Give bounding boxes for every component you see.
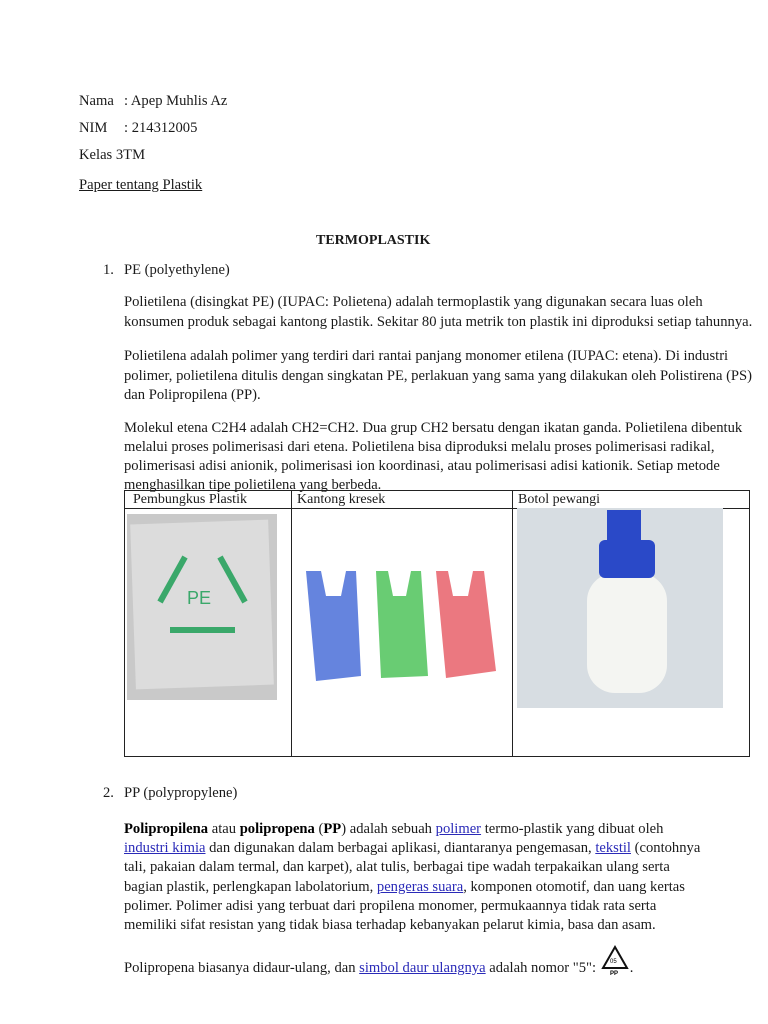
nama-label: Nama bbox=[79, 93, 114, 109]
text: dan digunakan dalam berbagai aplikasi, diantaranya pengemasan, bbox=[205, 840, 596, 856]
paragraph-line: polimerisasi adisi anionik, polimerisasi ion koordinasi, atau polimerisasi adisi kationik. Setiap metode bbox=[124, 458, 720, 474]
perfume-bottle-image bbox=[517, 508, 723, 708]
svg-text:PE: PE bbox=[187, 588, 212, 608]
plastic-wrap-image bbox=[125, 512, 280, 702]
table-header: Kantong kresek bbox=[297, 492, 386, 507]
term: PP bbox=[323, 821, 342, 837]
kelas: Kelas 3TM bbox=[79, 147, 146, 163]
item-title: PE (polyethylene) bbox=[124, 262, 230, 278]
paragraph-line: polimer. Polimer adisi yang terbuat dari propilena monomer, permukaannya tidak rata serta bbox=[124, 898, 657, 914]
item-number: 1. bbox=[103, 262, 114, 278]
paragraph-line bbox=[124, 944, 633, 977]
term: polipropena bbox=[239, 821, 315, 837]
paragraph-line bbox=[124, 839, 700, 857]
svg-text:05: 05 bbox=[609, 959, 617, 965]
text: Polipropena biasanya didaur-ulang, dan bbox=[124, 960, 360, 976]
svg-text:PP: PP bbox=[609, 971, 618, 976]
text: . bbox=[629, 960, 634, 976]
paragraph-line: Polietilena (disingkat PE) (IUPAC: Polietena) adalah termoplastik yang digunakan secara luas oleh bbox=[124, 294, 703, 310]
text: ) adalah sebuah bbox=[341, 821, 436, 837]
nim-value: : 214312005 bbox=[124, 120, 198, 136]
item-title: PP (polypropylene) bbox=[124, 785, 238, 801]
nim-label: NIM bbox=[79, 120, 108, 136]
paragraph-line: Polietilena adalah polimer yang terdiri dari rantai panjang monomer etilena (IUPAC: etena). Di industri bbox=[124, 348, 729, 364]
paragraph-line: melalui proses polimerisasi dari etena. Polietilena bisa diproduksi melalu proses polimerisasi radikal, bbox=[124, 439, 715, 455]
paragraph-line: tali, pakaian dalam termal, dan karpet), alat tulis, berbagai tipe wadah terpakaikan ulang serta bbox=[124, 859, 670, 875]
paragraph-line: polimer, polietilena ditulis dengan singkatan PE, perlakuan yang sama yang dilakukan oleh Polistirena (PS) bbox=[124, 368, 753, 384]
link-simbol-daur-ulang[interactable]: simbol daur ulangnya bbox=[359, 960, 486, 976]
section-title: TERMOPLASTIK bbox=[316, 233, 431, 248]
paragraph-line: memiliki sifat resistan yang tidak biasa terhadap kebanyakan pelarut kimia, basa dan asam. bbox=[124, 917, 656, 933]
link-industri-kimia[interactable]: industri kimia bbox=[124, 840, 206, 856]
text: bagian plastik, perlengkapan labolatorium, bbox=[124, 879, 377, 895]
link-tekstil[interactable]: tekstil bbox=[595, 840, 631, 856]
table-header: Pembungkus Plastik bbox=[133, 492, 247, 507]
text: adalah nomor "5": bbox=[485, 960, 600, 976]
image-table bbox=[124, 490, 750, 757]
paragraph-line bbox=[124, 820, 663, 838]
text: atau bbox=[208, 821, 240, 837]
recycle-pp-icon bbox=[600, 944, 630, 976]
paragraph-line: konsumen produk sebagai kantong plastik. Sekitar 80 juta metrik ton plastik ini diproduksi setiap tahunnya. bbox=[124, 314, 753, 330]
link-pengeras-suara[interactable]: pengeras suara bbox=[376, 879, 464, 895]
text: , komponen otomotif, dan uang kertas bbox=[463, 879, 685, 895]
paragraph-line: menghasilkan tipe polietilena yang berbeda. bbox=[124, 477, 382, 493]
item-number: 2. bbox=[103, 785, 114, 801]
nama-value: : Apep Muhlis Az bbox=[124, 93, 228, 109]
paragraph-line bbox=[124, 878, 685, 896]
term: Polipropilena bbox=[124, 821, 209, 837]
table-header: Botol pewangi bbox=[518, 492, 601, 507]
text: ( bbox=[314, 821, 324, 837]
text: (contohnya bbox=[631, 840, 701, 856]
paragraph-line: Molekul etena C2H4 adalah CH2=CH2. Dua grup CH2 bersatu dengan ikatan ganda. Polietilena dibentuk bbox=[124, 420, 743, 436]
plastic-bags-image bbox=[296, 556, 506, 682]
link-polimer[interactable]: polimer bbox=[435, 821, 482, 837]
paper-title: Paper tentang Plastik bbox=[79, 177, 203, 193]
paragraph-line: dan Polipropilena (PP). bbox=[124, 387, 261, 403]
text: termo-plastik yang dibuat oleh bbox=[481, 821, 664, 837]
